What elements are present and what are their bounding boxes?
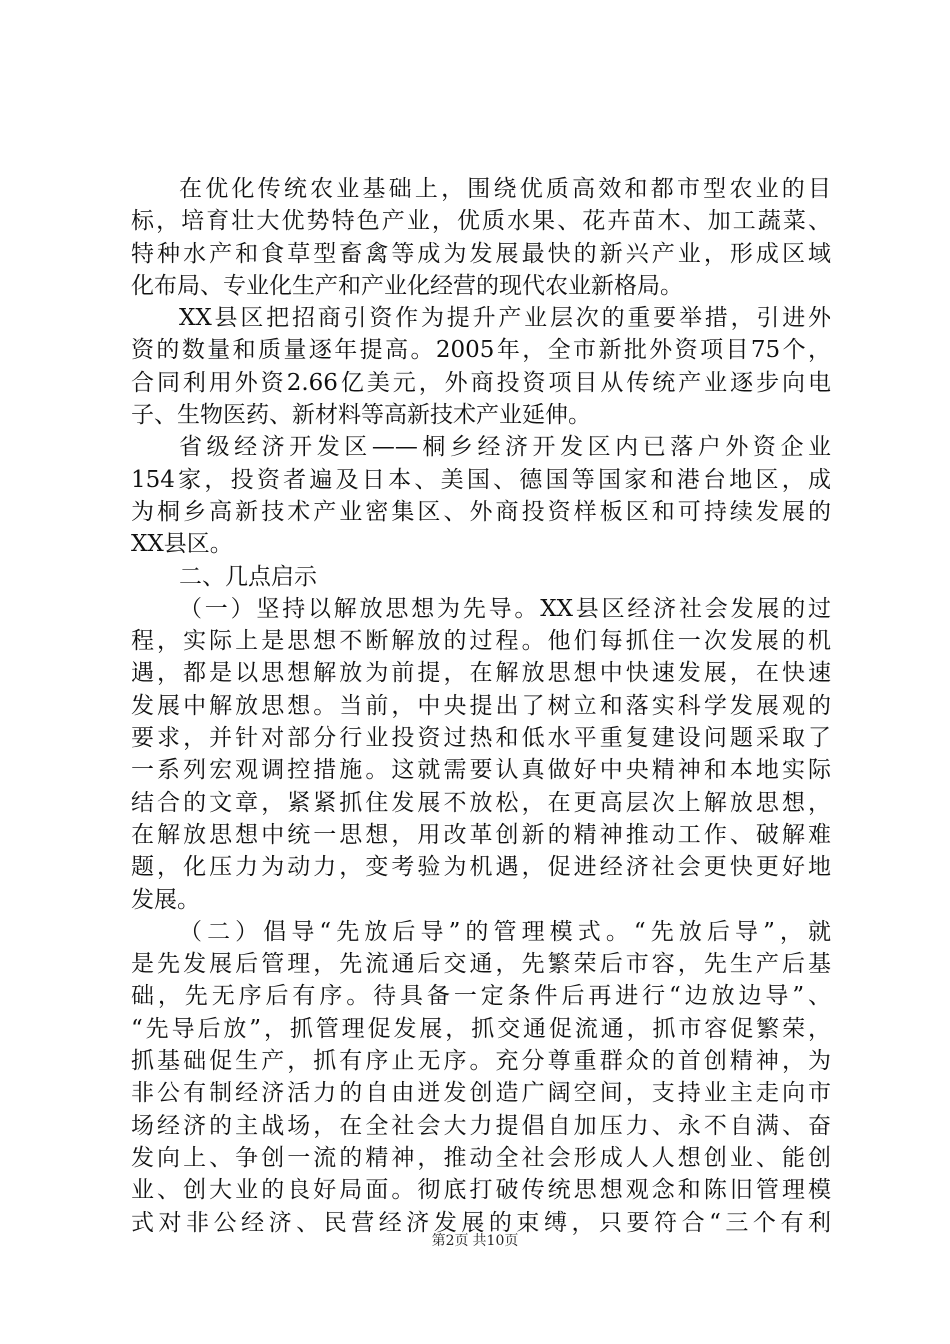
text-line: 化布局、专业化生产和产业化经营的现代农业新格局。	[131, 272, 683, 299]
paragraph	[131, 561, 831, 593]
text-line: 遇，都是以思想解放为前提，在解放思想中快速发展，在快速	[131, 660, 831, 687]
text-line: 154家，投资者遍及日本、美国、德国等国家和港台地区，成	[131, 466, 831, 493]
text-line: 是先发展后管理，先流通后交通，先繁荣后市容，先生产后基	[131, 951, 831, 978]
text-line: 结合的文章，紧紧抓住发展不放松，在更高层次上解放思想，	[131, 789, 831, 816]
text-line: 为桐乡高新技术产业密集区、外商投资样板区和可持续发展的	[131, 498, 831, 525]
page-total: 共10页	[472, 1233, 519, 1249]
text-line: 业、创大业的良好局面。彻底打破传统思想观念和陈旧管理模	[131, 1177, 831, 1204]
text-line: 题，化压力为动力，变考验为机遇，促进经济社会更快更好地	[131, 854, 831, 881]
paragraph	[131, 173, 831, 302]
text-line: XX县区。	[131, 531, 233, 558]
text-line: 二、几点启示	[179, 563, 317, 590]
text-line: 发向上、争创一流的精神，推动全社会形成人人想创业、能创	[131, 1144, 831, 1171]
text-line: 资的数量和质量逐年提高。2005年，全市新批外资项目75个，	[131, 337, 831, 364]
text-line: 在解放思想中统一思想，用改革创新的精神推动工作、破解难	[131, 821, 831, 848]
text-line: 标，培育壮大优势特色产业，优质水果、花卉苗木、加工蔬菜、	[131, 208, 831, 235]
paragraph	[131, 431, 831, 560]
paragraph	[131, 916, 831, 1239]
text-line: （二）倡导“先放后导”的管理模式。“先放后导”，就	[179, 918, 831, 945]
page-number: 第2页	[431, 1233, 469, 1249]
text-line: 在优化传统农业基础上，围绕优质高效和都市型农业的目	[179, 176, 831, 202]
text-line: XX县区把招商引资作为提升产业层次的重要举措，引进外	[179, 305, 831, 332]
text-line: 发展中解放思想。当前，中央提出了树立和落实科学发展观的	[131, 692, 831, 719]
text-line: 础，先无序后有序。待具备一定条件后再进行“边放边导”、	[131, 983, 831, 1010]
text-line: 要求，并针对部分行业投资过热和低水平重复建设问题采取了	[131, 725, 831, 752]
paragraph	[131, 302, 831, 431]
text-line: 非公有制经济活力的自由迸发创造广阔空间，支持业主走向市	[131, 1080, 831, 1107]
paragraph	[131, 593, 831, 916]
text-line: 场经济的主战场，在全社会大力提倡自加压力、永不自满、奋	[131, 1112, 831, 1139]
text-line: 子、生物医药、新材料等高新技术产业延伸。	[131, 402, 591, 429]
text-line: （一）坚持以解放思想为先导。XX县区经济社会发展的过	[179, 595, 831, 622]
text-line: 合同利用外资2.66亿美元，外商投资项目从传统产业逐步向电	[131, 369, 831, 396]
body-text	[131, 173, 831, 1239]
text-line: 省级经济开发区——桐乡经济开发区内已落户外资企业	[179, 434, 831, 461]
text-line: 特种水产和食草型畜禽等成为发展最快的新兴产业，形成区域	[131, 240, 831, 267]
text-line: 抓基础促生产，抓有序止无序。充分尊重群众的首创精神，为	[131, 1048, 831, 1075]
text-line: 程，实际上是思想不断解放的过程。他们每抓住一次发展的机	[131, 628, 831, 655]
text-line: “先导后放”，抓管理促发展，抓交通促流通，抓市容促繁荣，	[131, 1015, 831, 1042]
text-line: 发展。	[131, 886, 200, 913]
text-line: 一系列宏观调控措施。这就需要认真做好中央精神和本地实际	[131, 757, 831, 784]
text-line: 式对非公经济、民营经济发展的束缚，只要符合“三个有利	[131, 1209, 831, 1236]
page-footer	[0, 1232, 950, 1250]
